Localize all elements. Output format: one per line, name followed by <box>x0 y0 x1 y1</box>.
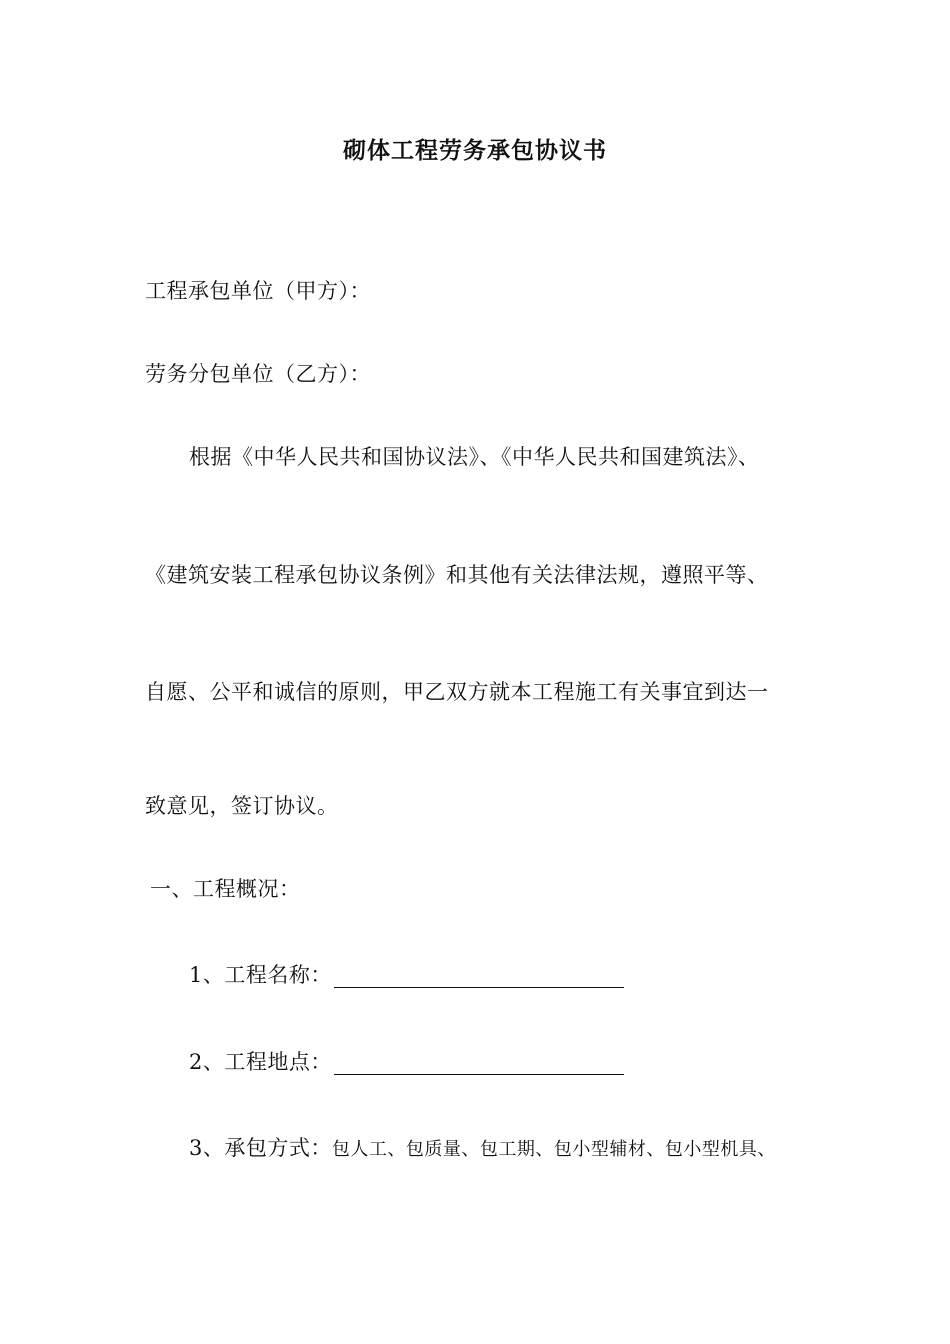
document-title: 砌体工程劳务承包协议书 <box>343 138 607 164</box>
project-name-label: 1、工程名称： <box>189 963 332 987</box>
preamble-line-2: 《建筑安装工程承包协议条例》和其他有关法律法规，遵照平等、 <box>145 563 769 587</box>
party-b-label: 劳务分包单位（乙方）： <box>145 362 371 386</box>
contract-method-row <box>189 1135 776 1163</box>
party-a-label: 工程承包单位（甲方）： <box>145 279 371 303</box>
project-name-row <box>189 962 624 988</box>
preamble-line-4: 致意见，签订协议。 <box>145 794 339 818</box>
preamble-line-1: 根据《中华人民共和国协议法》、《中华人民共和国建筑法》、 <box>189 445 760 469</box>
section-1-heading: 一、工程概况： <box>150 877 301 901</box>
project-location-label: 2、工程地点： <box>189 1050 332 1074</box>
project-location-row <box>189 1049 624 1075</box>
project-location-blank <box>334 1052 624 1075</box>
preamble-line-3: 自愿、公平和诚信的原则，甲乙双方就本工程施工有关事宜到达一 <box>145 680 769 704</box>
project-name-blank <box>334 965 624 988</box>
contract-method-label: 3、承包方式： <box>189 1136 332 1160</box>
contract-method-value: 包人工、包质量、包工期、包小型辅材、包小型机具、 <box>331 1139 776 1160</box>
